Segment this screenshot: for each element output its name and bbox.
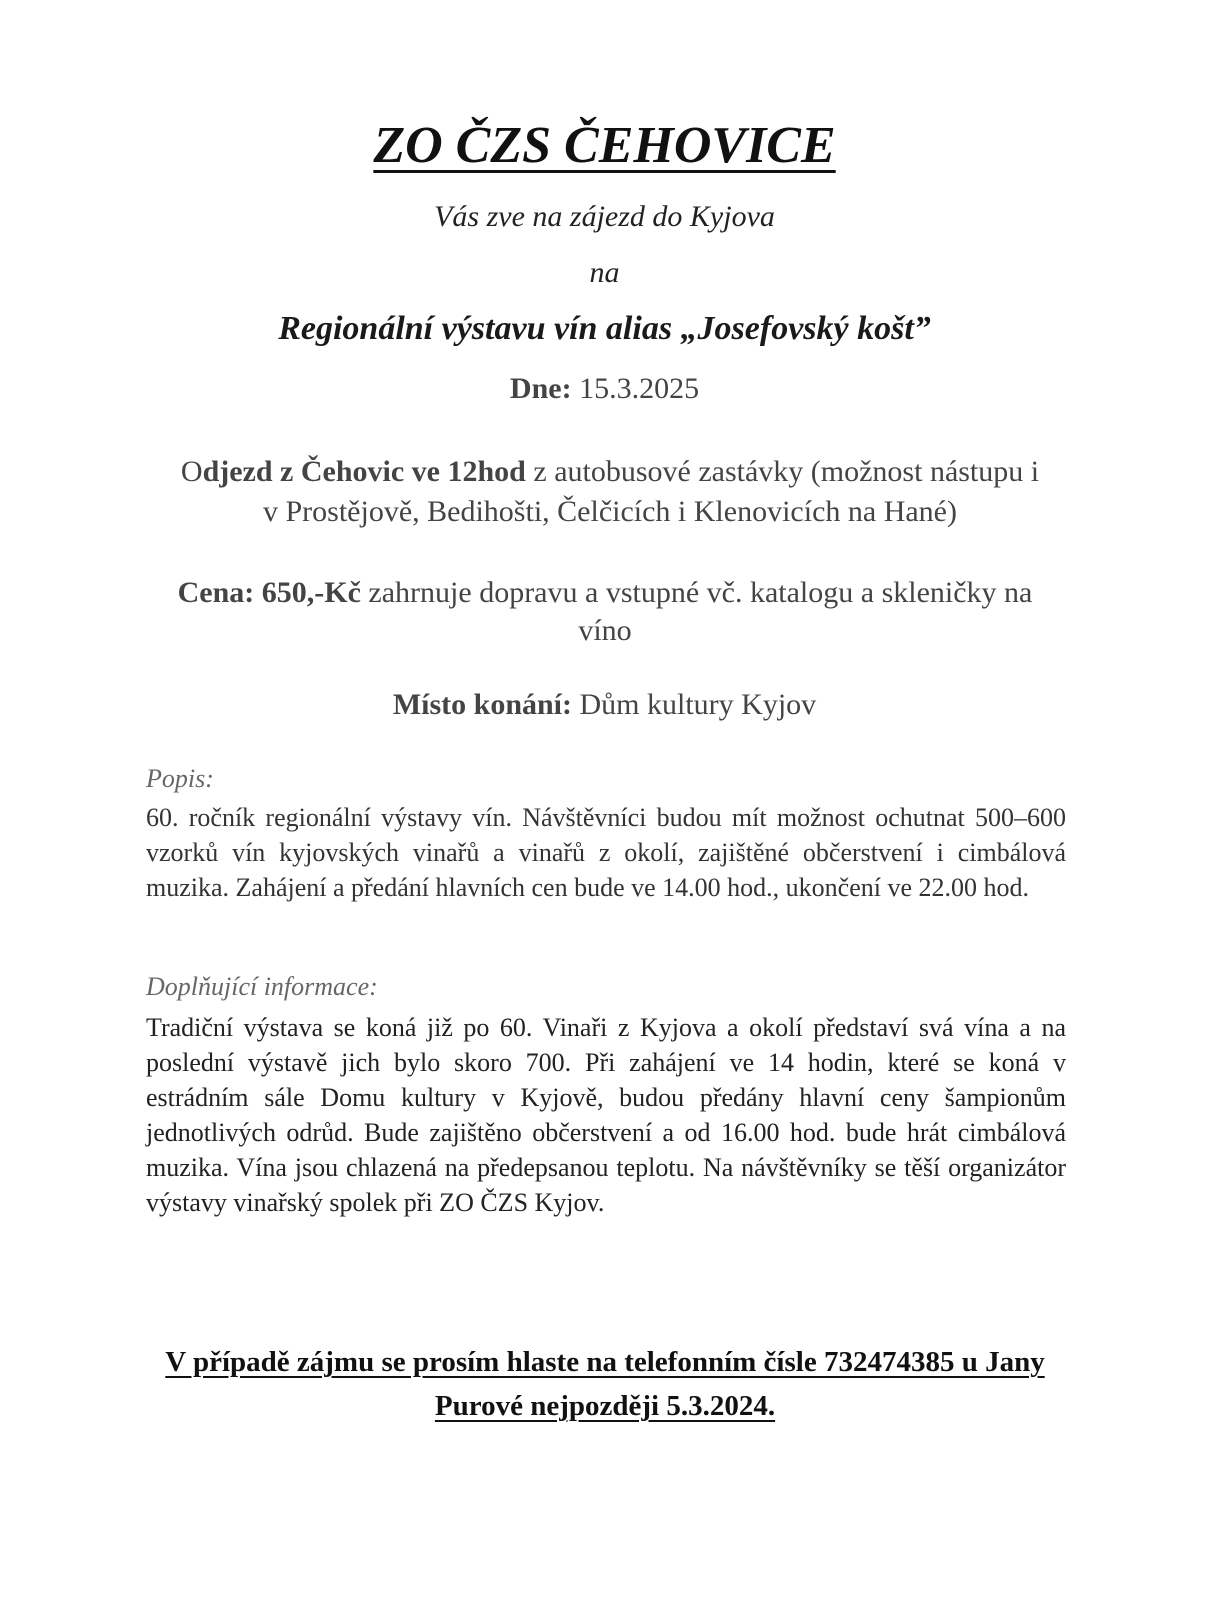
event-date xyxy=(0,372,1209,406)
additional-info-text: Tradiční výstava se koná již po 60. Vinaři z Kyjova a okolí představí svá vína a na poslední výstavě jich bylo skoro 700. Při zahájení ve 14 hodin, které se koná v estrádním sále Domu kultury v Kyjově, budou předány hlavní ceny šampionům jednotlivých odrůd. Bude zajištěno občerstvení a od 16.00 hod. bude hrát cimbálová muzika. Vína jsou chlazená na předepsanou teplotu. Na návštěvníky se těší organizátor výstavy vinařský spolek při ZO ČZS Kyjov. xyxy=(146,1013,1066,1217)
description-text: 60. ročník regionální výstavy vín. Návštěvníci budou mít možnost ochutnat 500–600 vzorků vín kyjovských vinařů a vinařů z okolí, zajištěné občerstvení i cimbálová muzika. Zahájení a předání hlavních cen bude ve 14.00 hod., ukončení ve 22.00 hod. xyxy=(146,803,1066,902)
departure-info xyxy=(170,452,1050,532)
event-name: Regionální výstavu vín alias „Josefovský košt” xyxy=(278,310,931,347)
additional-info-label: Doplňující informace: xyxy=(146,972,378,1001)
contact-notice: V případě zájmu se prosím hlaste na telefonním čísle 732474385 u Jany Purové nejpozději 5.3.2024. xyxy=(165,1346,1045,1422)
page-title: ZO ČZS ČEHOVICE xyxy=(373,117,836,174)
departure-prefix: O xyxy=(180,455,203,488)
departure-rest: z autobusové zastávky (možnost nástupu i v Prostějově, Bedihošti, Čelčicích i Klenovicích na Hané) xyxy=(263,455,1040,528)
invitation-line: Vás zve na zájezd do Kyjova xyxy=(434,200,775,233)
connector-na: na xyxy=(589,256,620,289)
price-info xyxy=(160,574,1050,650)
date-value: 15.3.2025 xyxy=(579,372,700,405)
venue-info xyxy=(0,688,1209,722)
description-label: Popis: xyxy=(146,764,214,793)
venue-value: Dům kultury Kyjov xyxy=(572,688,817,721)
venue-label: Místo konání: xyxy=(392,688,573,721)
date-label: Dne: xyxy=(509,372,572,405)
price-rest: zahrnuje dopravu a vstupné vč. katalogu a skleničky na víno xyxy=(360,576,1033,647)
price-bold: Cena: 650,-Kč xyxy=(177,576,361,609)
departure-bold: djezd z Čehovic ve 12hod xyxy=(202,455,526,488)
